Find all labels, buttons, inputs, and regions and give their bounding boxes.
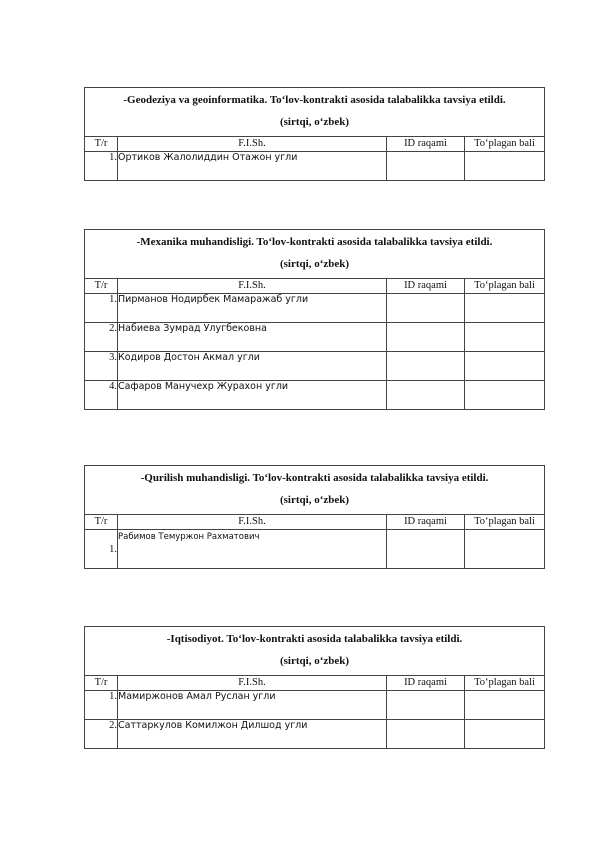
table-row — [85, 720, 545, 749]
section-subtitle: (sirtqi, o‘zbek) — [279, 655, 350, 667]
row-number: 4. — [85, 381, 118, 410]
row-number: 2. — [85, 720, 118, 749]
ball-cell — [465, 381, 545, 410]
student-name: Ортиков Жалолиддин Отажон угли — [118, 152, 387, 181]
student-name: Сафаров Манучехр Журахон угли — [118, 381, 387, 410]
section-qurilish — [84, 465, 545, 569]
table-row — [85, 352, 545, 381]
section-iqtisodiyot — [84, 626, 545, 749]
header-id: ID raqami — [387, 515, 465, 530]
header-fish: F.I.Sh. — [118, 137, 387, 152]
id-cell — [387, 381, 465, 410]
section-geodeziya — [84, 87, 545, 181]
header-ball: To‘plagan bali — [465, 279, 545, 294]
section-title: -Geodeziya va geoinformatika. To‘lov-kontrakti asosida talabalikka tavsiya etildi. — [123, 94, 506, 106]
section-subtitle: (sirtqi, o‘zbek) — [279, 494, 350, 506]
row-number: 1. — [85, 530, 118, 569]
header-id: ID raqami — [387, 137, 465, 152]
header-fish: F.I.Sh. — [118, 279, 387, 294]
header-tr: T/r — [85, 515, 118, 530]
section-title-cell — [85, 230, 545, 279]
table-row — [85, 381, 545, 410]
row-number: 1. — [85, 294, 118, 323]
section-title-cell — [85, 627, 545, 676]
row-number: 1. — [85, 691, 118, 720]
header-tr: T/r — [85, 137, 118, 152]
header-ball: To‘plagan bali — [465, 515, 545, 530]
ball-cell — [465, 323, 545, 352]
header-fish: F.I.Sh. — [118, 515, 387, 530]
id-cell — [387, 352, 465, 381]
table-row — [85, 294, 545, 323]
row-number: 1. — [85, 152, 118, 181]
header-ball: To‘plagan bali — [465, 676, 545, 691]
section-subtitle: (sirtqi, o‘zbek) — [279, 258, 350, 270]
id-cell — [387, 152, 465, 181]
section-subtitle: (sirtqi, o‘zbek) — [279, 116, 350, 128]
section-title: -Iqtisodiyot. To‘lov-kontrakti asosida talabalikka tavsiya etildi. — [166, 633, 463, 645]
id-cell — [387, 720, 465, 749]
ball-cell — [465, 294, 545, 323]
id-cell — [387, 530, 465, 569]
student-name: Кодиров Достон Акмал угли — [118, 352, 387, 381]
section-title: -Qurilish muhandisligi. To‘lov-kontrakti asosida talabalikka tavsiya etildi. — [140, 472, 489, 484]
id-cell — [387, 294, 465, 323]
header-tr: T/r — [85, 279, 118, 294]
student-name: Набиева Зумрад Улугбековна — [118, 323, 387, 352]
student-name: Рабимов Темуржон Рахматович — [118, 530, 387, 569]
section-mexanika — [84, 229, 545, 410]
id-cell — [387, 323, 465, 352]
section-title-cell — [85, 88, 545, 137]
student-name: Саттаркулов Комилжон Дилшод угли — [118, 720, 387, 749]
section-title: -Mexanika muhandisligi. To‘lov-kontrakti asosida talabalikka tavsiya etildi. — [136, 236, 493, 248]
header-ball: To‘plagan bali — [465, 137, 545, 152]
ball-cell — [465, 352, 545, 381]
header-id: ID raqami — [387, 676, 465, 691]
table-row — [85, 323, 545, 352]
ball-cell — [465, 530, 545, 569]
id-cell — [387, 691, 465, 720]
section-title-cell — [85, 466, 545, 515]
header-fish: F.I.Sh. — [118, 676, 387, 691]
table-row — [85, 530, 545, 569]
row-number: 2. — [85, 323, 118, 352]
table-row — [85, 152, 545, 181]
row-number: 3. — [85, 352, 118, 381]
ball-cell — [465, 691, 545, 720]
student-name: Мамиржонов Амал Руслан угли — [118, 691, 387, 720]
header-id: ID raqami — [387, 279, 465, 294]
ball-cell — [465, 720, 545, 749]
student-name: Пирманов Нодирбек Мамаражаб угли — [118, 294, 387, 323]
table-row — [85, 691, 545, 720]
header-tr: T/r — [85, 676, 118, 691]
ball-cell — [465, 152, 545, 181]
